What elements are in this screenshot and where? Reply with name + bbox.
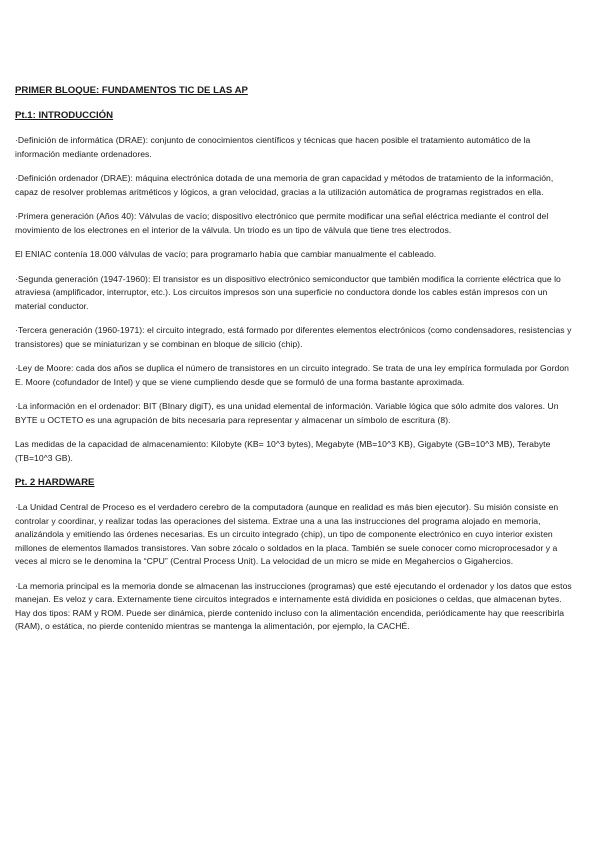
paragraph: ·Definición de informática (DRAE): conjunto de conocimientos científicos y técnicas que hacen posible el tratamiento automático de la información mediante ordenadores. bbox=[15, 135, 531, 159]
paragraph: Las medidas de la capacidad de almacenamiento: Kilobyte (KB= 10^3 bytes), Megabyte (MB=10^3 KB), Gigabyte (GB=10^3 MB), Terabyte (TB=10^3 GB). bbox=[15, 439, 551, 463]
paragraph: El ENIAC contenía 18.000 válvulas de vacío; para programarlo había que cambiar manualmente el cableado. bbox=[15, 249, 437, 259]
paragraph: ·Primera generación (Años 40): Válvulas de vacío; dispositivo electrónico que permite modificar una señal eléctrica mediante el control del movimiento de los electrones en el interior de la válvula. Un triodo es un tipo de válvula que tiene tres electrodos. bbox=[15, 211, 549, 235]
paragraph: ·La memoria principal es la memoria donde se almacenan las instrucciones (programas) que esté ejecutando el ordenador y los datos que estos manejan. Es veloz y cara. Externamente tiene circuitos integrados e internamente está dividida en posiciones o celdas, que almacenan bytes. Hay dos tipos: RAM y ROM. Puede ser dinámica, pierde contenido incluso con la alimentación encendida, periódicamente hay que reescribirla (RAM), o estática, no pierde contenido mientras se mantenga la alimentación, por ejemplo, la CACHÉ. bbox=[15, 580, 572, 631]
section-heading-hardware: Pt. 2 HARDWARE bbox=[15, 477, 95, 488]
paragraph: ·La Unidad Central de Proceso es el verdadero cerebro de la computadora (aunque en realidad es más bien ejecutor). Su misión consiste en controlar y coordinar, y realizar todas las operaciones del sistema. Extrae una a una las instrucciones del programa alojado en memoria, analizándola y emitiendo las órdenes necesarias. Es un circuito integrado (chip), un tipo de componente electrónico en cuyo interior existen millones de elementos llamados transistores. Van sobre zócalo o soldados en la placa. También se suele conocer como microprocesador y a veces al micro se le denomina la “CPU” (Central Process Unit). La velocidad de un micro se mide en Megahercios o Gigahercios. bbox=[15, 502, 559, 566]
paragraph: ·La información en el ordenador: BIT (BInary digiT), es una unidad elemental de información. Variable lógica que sólo admite dos valores. Un BYTE u OCTETO es una agrupación de bits necesaria para representar y almacenar un símbolo de escritura (8). bbox=[15, 401, 559, 425]
document-title: PRIMER BLOQUE: FUNDAMENTOS TIC DE LAS AP bbox=[15, 85, 248, 96]
paragraph: ·Tercera generación (1960-1971): el circuito integrado, está formado por diferentes elementos electrónicos (como condensadores, resistencias y transistores) que se miniaturizan y se combinan en bloque de silicio (chip). bbox=[15, 325, 572, 349]
section-heading-introduccion: Pt.1: INTRODUCCIÓN bbox=[15, 110, 114, 121]
paragraph: ·Ley de Moore: cada dos años se duplica el número de transistores en un circuito integrado. Se trata de una ley empírica formulada por Gordon E. Moore (cofundador de Intel) y que se viene cumpliendo desde que se formuló de una forma bastante aproximada. bbox=[15, 363, 570, 387]
paragraph: ·Segunda generación (1947-1960): El transistor es un dispositivo electrónico semiconductor que también modifica la corriente eléctrica que lo atraviesa (amplificador, interruptor, etc.). Los circuitos impresos son una superficie no conductora donde los cables están impresos con un material conductor. bbox=[15, 273, 561, 311]
paragraph: ·Definición ordenador (DRAE): máquina electrónica dotada de una memoria de gran capacidad y métodos de tratamiento de la información, capaz de resolver problemas aritméticos y lógicos, a gran velocidad, gracias a la utilización automática de programas registrados en ella. bbox=[15, 173, 554, 197]
